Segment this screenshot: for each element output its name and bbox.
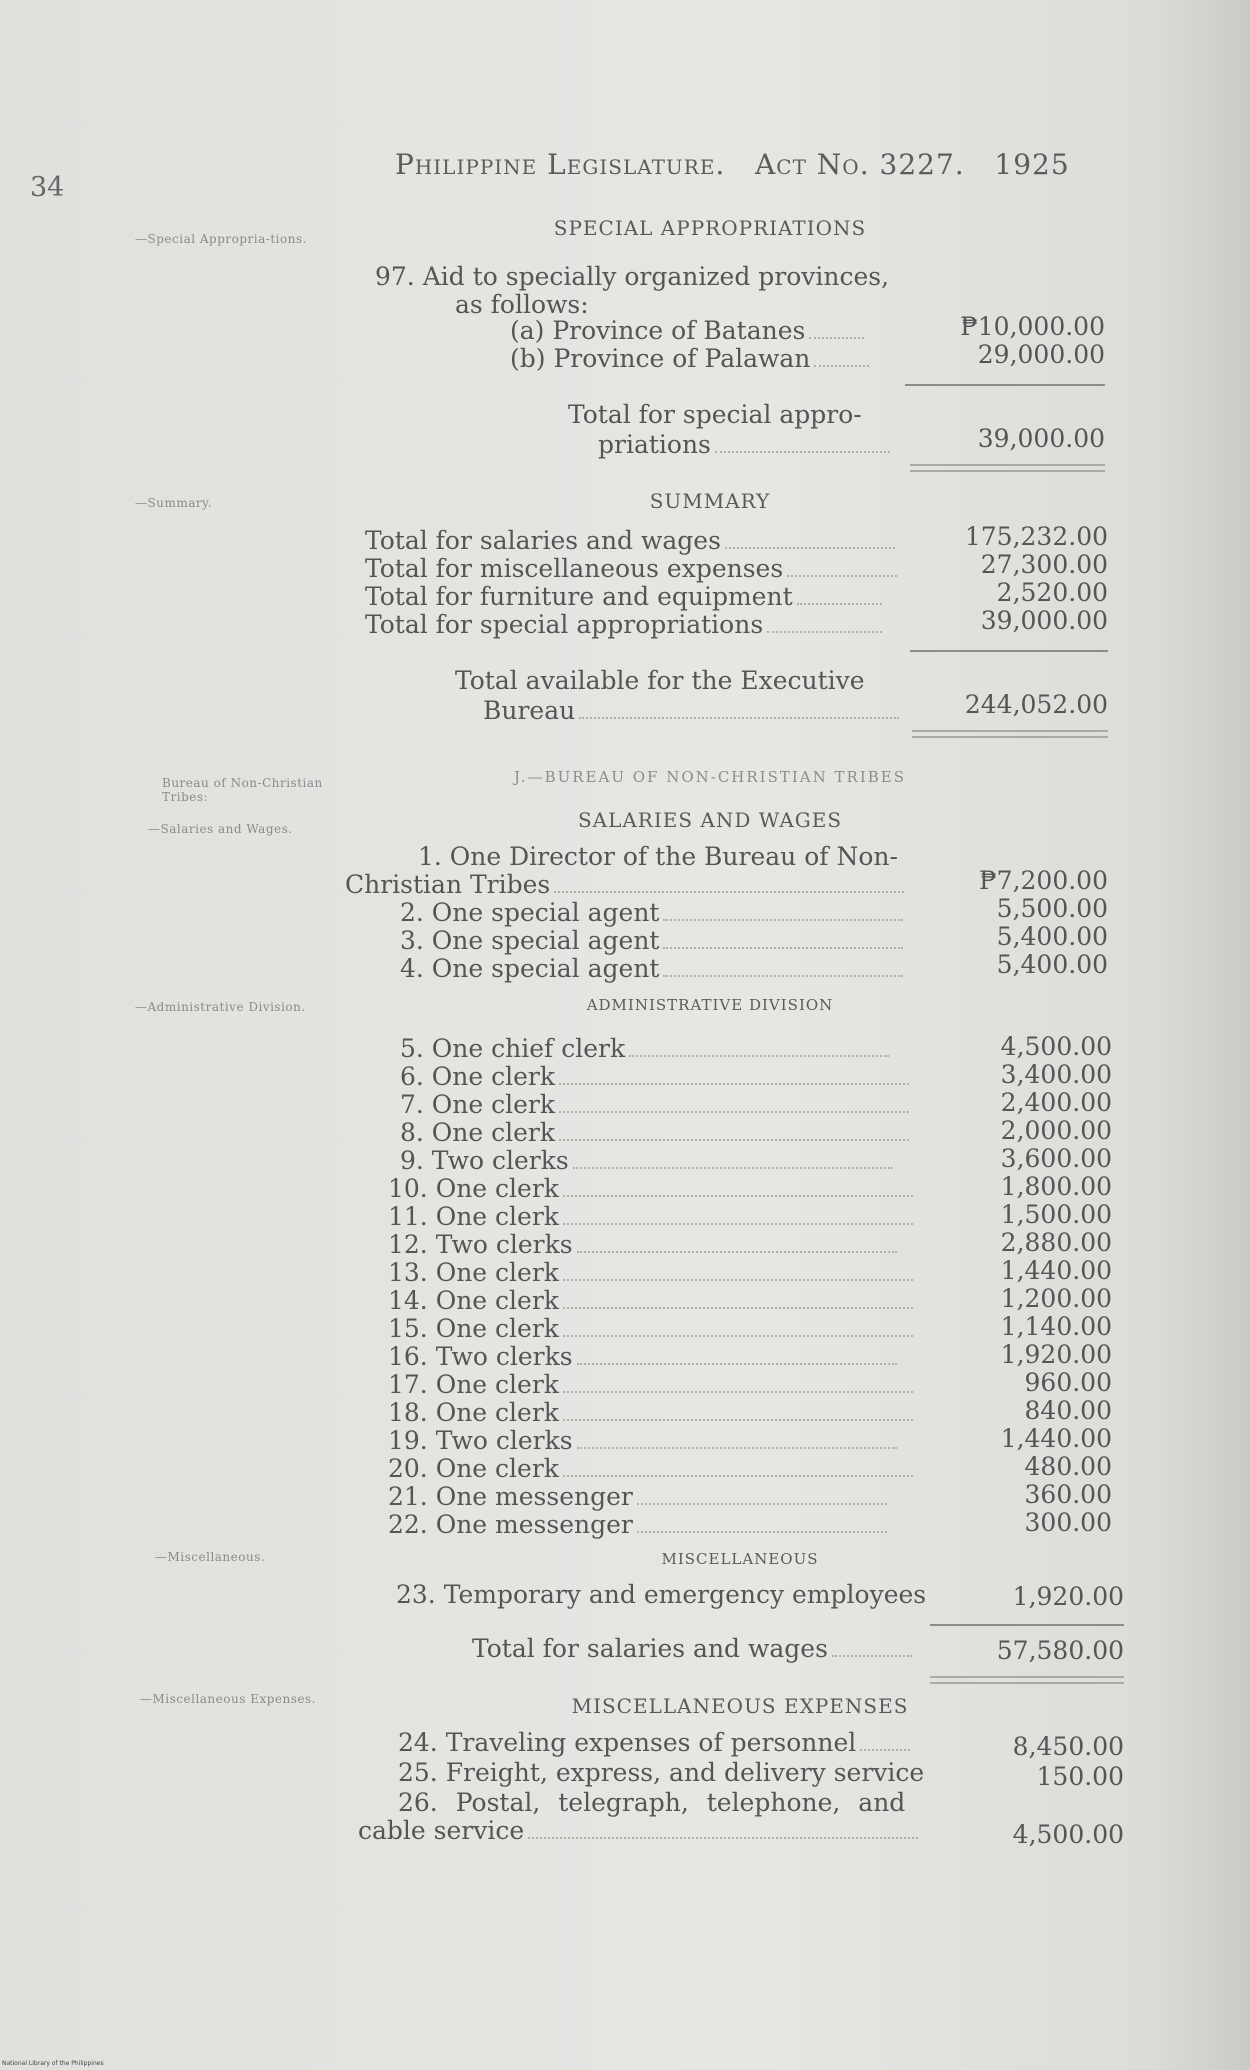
margin-note-special: —Special Appropria-tions. xyxy=(135,232,307,246)
admin-amount: 4,500.00 xyxy=(1000,1032,1112,1061)
admin-amount: 1,140.00 xyxy=(1000,1312,1112,1341)
admin-amount: 1,440.00 xyxy=(1000,1256,1112,1285)
admin-label: 10. One clerk xyxy=(388,1174,559,1203)
admin-amount: 360.00 xyxy=(1024,1480,1112,1509)
admin-label: 22. One messenger xyxy=(388,1510,633,1539)
admin-amount: 3,600.00 xyxy=(1000,1144,1112,1173)
admin-row xyxy=(388,1230,897,1259)
summary-row-label: Total for salaries and wages xyxy=(365,526,721,555)
special-total-line1: Total for special appro- xyxy=(568,400,862,429)
admin-row xyxy=(400,1034,889,1063)
admin-label: 7. One clerk xyxy=(400,1090,556,1119)
header-act: Act No. 3227. xyxy=(755,148,965,181)
item-23-amount: 1,920.00 xyxy=(1012,1582,1124,1611)
administrative-division-heading: ADMINISTRATIVE DIVISION xyxy=(586,996,834,1014)
summary-row-label: Total for special appropriations xyxy=(365,610,764,639)
admin-label: 11. One clerk xyxy=(388,1202,559,1231)
header-legislature: Philippine Legislature. xyxy=(395,148,726,181)
special-total-amount: 39,000.00 xyxy=(977,424,1105,453)
admin-row xyxy=(388,1314,913,1343)
special-total-label: priations xyxy=(598,430,711,459)
agent-row xyxy=(400,898,903,927)
agent-row xyxy=(400,954,903,983)
header-year: 1925 xyxy=(994,148,1070,181)
admin-amount: 1,500.00 xyxy=(1000,1200,1112,1229)
summary-row-amount: 2,520.00 xyxy=(996,578,1108,607)
item-1-amount: ₱7,200.00 xyxy=(979,866,1108,895)
salaries-total-amount: 57,580.00 xyxy=(996,1636,1124,1665)
admin-amount: 840.00 xyxy=(1024,1396,1112,1425)
admin-amount: 2,400.00 xyxy=(1000,1088,1112,1117)
miscellaneous-heading: MISCELLANEOUS xyxy=(661,1550,819,1568)
salaries-total-label: Total for salaries and wages xyxy=(472,1634,828,1663)
admin-row xyxy=(388,1426,897,1455)
agent-amount: 5,400.00 xyxy=(996,922,1108,951)
salaries-rule xyxy=(930,1624,1124,1626)
summary-row xyxy=(365,526,895,555)
item-26-line2 xyxy=(358,1816,918,1845)
item-26-line1: 26. Postal, telegraph, telephone, and xyxy=(398,1788,906,1817)
item-97-line1: 97. Aid to specially organized provinces, xyxy=(375,262,890,291)
admin-row xyxy=(400,1062,909,1091)
admin-row xyxy=(388,1370,913,1399)
page-number: 34 xyxy=(30,172,65,203)
admin-row xyxy=(400,1146,893,1175)
summary-row xyxy=(365,554,897,583)
agent-label: 4. One special agent xyxy=(400,954,660,983)
misc-exp-amount: 8,450.00 xyxy=(1012,1732,1124,1761)
admin-label: 16. Two clerks xyxy=(388,1342,573,1371)
margin-note-misc-exp: —Miscellaneous Expenses. xyxy=(140,1692,316,1706)
double-rule xyxy=(912,730,1108,738)
summary-row xyxy=(365,610,882,639)
item-97-line2: as follows: xyxy=(455,290,589,319)
admin-amount: 1,800.00 xyxy=(1000,1172,1112,1201)
admin-label: 5. One chief clerk xyxy=(400,1034,626,1063)
double-rule xyxy=(930,1676,1124,1684)
admin-amount: 2,000.00 xyxy=(1000,1116,1112,1145)
item-97b-label: (b) Province of Palawan xyxy=(510,344,811,373)
misc-exp-amount: 150.00 xyxy=(1036,1762,1124,1791)
item-1-line2 xyxy=(345,870,904,899)
summary-rule xyxy=(910,650,1108,652)
special-appropriations-heading: SPECIAL APPROPRIATIONS xyxy=(553,216,867,240)
admin-amount: 480.00 xyxy=(1024,1452,1112,1481)
special-total-line2 xyxy=(598,430,890,459)
summary-total-line2 xyxy=(483,696,899,725)
agent-label: 3. One special agent xyxy=(400,926,660,955)
admin-label: 21. One messenger xyxy=(388,1482,633,1511)
admin-amount: 1,920.00 xyxy=(1000,1340,1112,1369)
admin-label: 12. Two clerks xyxy=(388,1230,573,1259)
admin-label: 15. One clerk xyxy=(388,1314,559,1343)
summary-row xyxy=(365,582,882,611)
item-97a-amount: ₱10,000.00 xyxy=(960,312,1105,341)
admin-row xyxy=(388,1258,913,1287)
subtotal-rule xyxy=(905,384,1105,386)
item-1-label: Christian Tribes xyxy=(345,870,551,899)
summary-total-label: Bureau xyxy=(483,696,576,725)
summary-total-line1: Total available for the Executive xyxy=(455,666,865,695)
admin-row xyxy=(388,1510,887,1539)
admin-row xyxy=(388,1202,913,1231)
margin-note-misc: —Miscellaneous. xyxy=(155,1550,266,1564)
admin-label: 13. One clerk xyxy=(388,1258,559,1287)
misc-expenses-heading: MISCELLANEOUS EXPENSES xyxy=(571,1694,909,1718)
item-26-label: cable service xyxy=(358,1816,525,1845)
running-header xyxy=(395,148,1070,181)
admin-label: 18. One clerk xyxy=(388,1398,559,1427)
misc-exp-row xyxy=(398,1758,924,1787)
margin-note-summary: —Summary. xyxy=(135,496,213,510)
item-26-amount: 4,500.00 xyxy=(1012,1820,1124,1849)
salaries-total xyxy=(472,1634,912,1663)
summary-row-amount: 27,300.00 xyxy=(980,550,1108,579)
summary-row-label: Total for furniture and equipment xyxy=(365,582,793,611)
bureau-heading: J.—BUREAU OF NON-CHRISTIAN TRIBES xyxy=(513,768,907,786)
misc-exp-label: 24. Traveling expenses of personnel xyxy=(398,1728,857,1757)
summary-row-amount: 39,000.00 xyxy=(980,606,1108,635)
margin-note-salaries: —Salaries and Wages. xyxy=(148,822,293,836)
double-rule xyxy=(910,464,1105,472)
item-97b-amount: 29,000.00 xyxy=(977,340,1105,369)
admin-row xyxy=(388,1342,897,1371)
admin-row xyxy=(388,1454,913,1483)
summary-total-amount: 244,052.00 xyxy=(964,690,1108,719)
misc-exp-label: 25. Freight, express, and delivery service xyxy=(398,1758,925,1787)
admin-row xyxy=(388,1398,913,1427)
agent-label: 2. One special agent xyxy=(400,898,660,927)
summary-heading: SUMMARY xyxy=(649,489,771,513)
admin-row xyxy=(400,1118,909,1147)
item-23: 23. Temporary and emergency employees xyxy=(396,1580,927,1609)
admin-label: 17. One clerk xyxy=(388,1370,559,1399)
margin-note-bureau: Bureau of Non-Christian Tribes: xyxy=(162,776,323,804)
summary-row-label: Total for miscellaneous expenses xyxy=(365,554,784,583)
admin-row xyxy=(388,1286,913,1315)
admin-label: 20. One clerk xyxy=(388,1454,559,1483)
margin-note-admin: —Administrative Division. xyxy=(135,1000,306,1014)
admin-amount: 3,400.00 xyxy=(1000,1060,1112,1089)
item-97b xyxy=(510,344,869,373)
admin-label: 8. One clerk xyxy=(400,1118,556,1147)
item-97a xyxy=(510,316,864,345)
admin-row xyxy=(388,1482,887,1511)
item-97a-label: (a) Province of Batanes xyxy=(510,316,806,345)
admin-amount: 300.00 xyxy=(1024,1508,1112,1537)
admin-amount: 1,440.00 xyxy=(1000,1424,1112,1453)
admin-label: 19. Two clerks xyxy=(388,1426,573,1455)
admin-label: 6. One clerk xyxy=(400,1062,556,1091)
admin-row xyxy=(400,1090,909,1119)
admin-row xyxy=(388,1174,913,1203)
agent-row xyxy=(400,926,903,955)
misc-exp-row xyxy=(398,1728,910,1757)
admin-amount: 2,880.00 xyxy=(1000,1228,1112,1257)
admin-label: 9. Two clerks xyxy=(400,1146,569,1175)
item-1-line1: 1. One Director of the Bureau of Non- xyxy=(418,842,898,871)
admin-amount: 1,200.00 xyxy=(1000,1284,1112,1313)
footer-credit: National Library of the Philippines xyxy=(2,2060,104,2067)
agent-amount: 5,400.00 xyxy=(996,950,1108,979)
salaries-heading: SALARIES AND WAGES xyxy=(577,808,843,832)
agent-amount: 5,500.00 xyxy=(996,894,1108,923)
summary-row-amount: 175,232.00 xyxy=(964,522,1108,551)
admin-amount: 960.00 xyxy=(1024,1368,1112,1397)
admin-label: 14. One clerk xyxy=(388,1286,559,1315)
